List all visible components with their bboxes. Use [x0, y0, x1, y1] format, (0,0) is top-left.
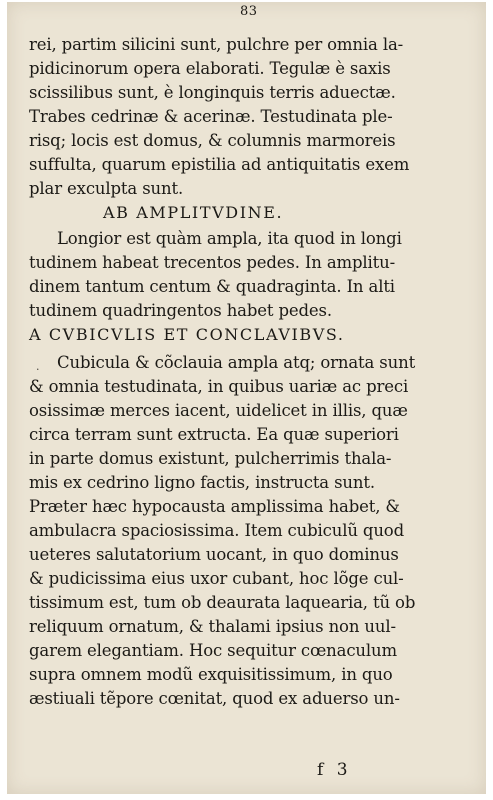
section-heading: AB AMPLITVDINE.	[103, 203, 284, 222]
text-line: pidicinorum opera elaborati. Tegulæ è saxis	[29, 59, 391, 78]
signature-mark: f 3	[317, 760, 352, 780]
text-line: Longior est quàm ampla, ita quod in longi	[57, 229, 402, 248]
text-line: æstiuali tẽpore cœnitat, quod ex aduerso un-	[29, 689, 400, 708]
text-line: suffulta, quarum epistilia ad antiquitatis exem	[29, 155, 410, 174]
text-line: mis ex cedrino ligno factis, instructa sunt.	[29, 473, 375, 492]
text-line: circa terram sunt extructa. Ea quæ superiori	[29, 425, 399, 444]
text-line: ambulacra spaciosissima. Item cubiculũ quod	[29, 521, 405, 540]
text-line: Cubicula & cõclauia ampla atq; ornata sunt	[57, 353, 416, 372]
text-line: dinem tantum centum & quadraginta. In alti	[29, 277, 395, 296]
text-line: & omnia testudinata, in quibus uariæ ac preci	[29, 377, 409, 396]
text-line: supra omnem modũ exquisitissimum, in quo	[29, 665, 393, 684]
text-line: & pudicissima eius uxor cubant, hoc lõge cul-	[29, 569, 404, 588]
text-line: ueteres salutatorium uocant, in quo dominus	[29, 545, 399, 564]
text-line: scissilibus sunt, è longinquis terris aduectæ.	[29, 83, 396, 102]
text-line: osissimæ merces iacent, uidelicet in illis, quæ	[29, 401, 408, 420]
margin-mark: ·	[36, 363, 40, 376]
text-line: garem elegantiam. Hoc sequitur cœnaculum	[29, 641, 397, 660]
text-line: rei, partim silicini sunt, pulchre per omnia la-	[29, 35, 404, 54]
text-line: Præter hæc hypocausta amplissima habet, &	[29, 497, 400, 516]
text-line: reliquum ornatum, & thalami ipsius non uul-	[29, 617, 396, 636]
text-line: Trabes cedrinæ & acerinæ. Testudinata ple-	[29, 107, 393, 126]
text-line: tudinem habeat trecentos pedes. In amplitu-	[29, 253, 396, 272]
text-line: in parte domus existunt, pulcherrimis thala-	[29, 449, 392, 468]
page-number: 83	[240, 4, 258, 19]
text-line: plar exculpta sunt.	[29, 179, 184, 198]
text-line: tissimum est, tum ob deaurata laquearia, tũ ob	[29, 593, 416, 612]
text-line: risq; locis est domus, & columnis marmoreis	[29, 131, 396, 150]
text-line: tudinem quadringentos habet pedes.	[29, 301, 332, 320]
book-page	[7, 2, 486, 794]
section-heading: A CVBICVLIS ET CONCLAVIBVS.	[29, 325, 345, 344]
